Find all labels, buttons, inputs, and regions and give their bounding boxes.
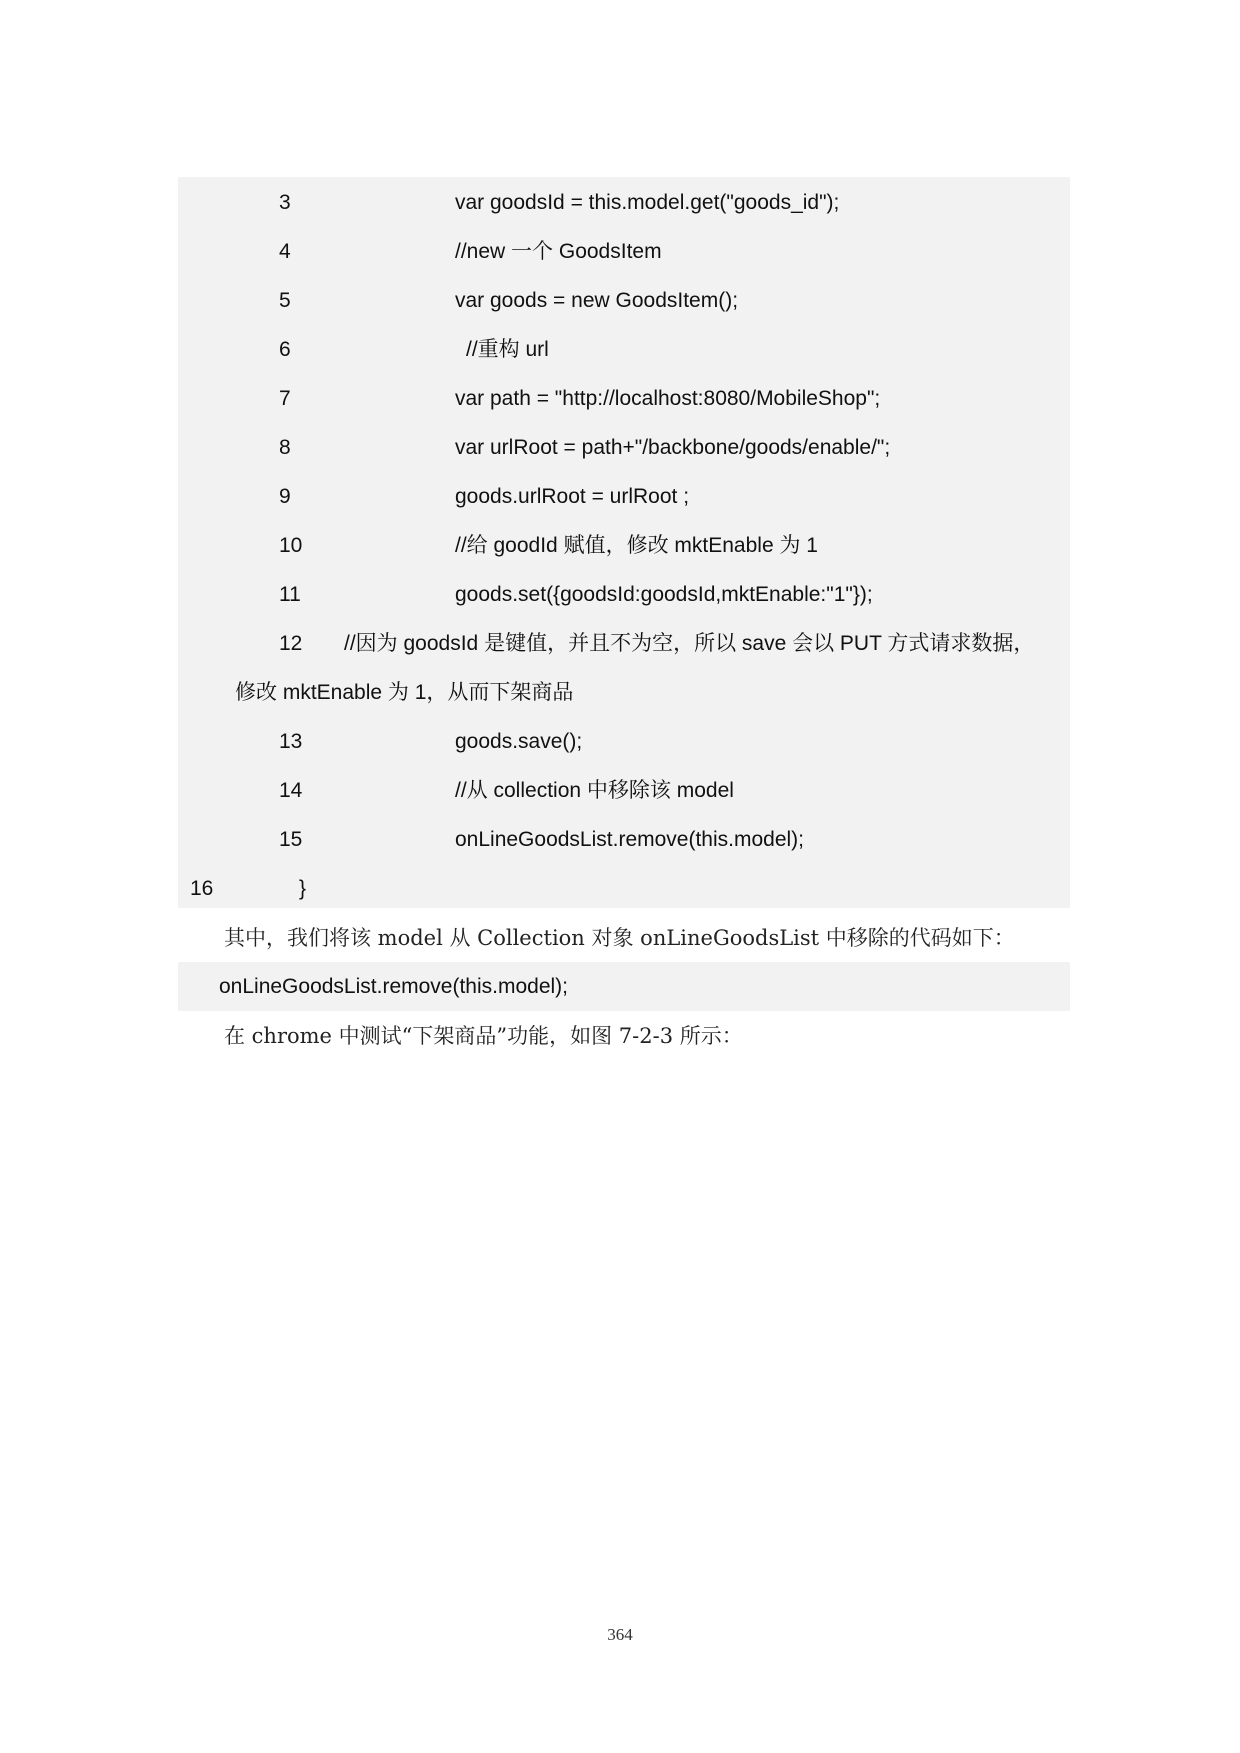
code-line: goods.save(); (455, 730, 583, 753)
line-number: 4 (279, 240, 291, 263)
page-number: 364 (607, 1625, 633, 1644)
line-number: 6 (279, 338, 291, 361)
line-number: 13 (279, 730, 303, 753)
line-number: 5 (279, 289, 291, 312)
code-line: } (299, 877, 307, 900)
body-paragraph: 在 chrome 中测试“下架商品”功能，如图 7-2-3 所示： (224, 1024, 743, 1048)
code-line: var goodsId = this.model.get("goods_id"); (455, 191, 840, 214)
line-number: 14 (279, 779, 303, 802)
code-line: var path = "http://localhost:8080/MobileShop"; (455, 387, 881, 410)
line-number: 11 (279, 583, 301, 606)
code-line: onLineGoodsList.remove(this.model); (455, 828, 805, 851)
line-number: 12 (279, 632, 303, 655)
code-line: //重构 url (466, 338, 549, 361)
code-line: //给 goodId 赋值，修改 mktEnable 为 1 (455, 534, 818, 557)
code-line: var urlRoot = path+"/backbone/goods/enable/"; (455, 436, 891, 459)
body-paragraph: 其中，我们将该 model 从 Collection 对象 onLineGoodsList 中移除的代码如下： (224, 926, 1015, 950)
line-number: 8 (279, 436, 291, 459)
line-number: 3 (279, 191, 291, 214)
line-number: 15 (279, 828, 303, 851)
code-line: goods.set({goodsId:goodsId,mktEnable:"1"}); (455, 583, 873, 606)
code-line: //从 collection 中移除该 model (455, 779, 734, 802)
code-snippet: onLineGoodsList.remove(this.model); (219, 975, 569, 998)
code-line: //new 一个 GoodsItem (455, 240, 662, 263)
line-number: 10 (279, 534, 303, 557)
line-number: 7 (279, 387, 291, 410)
code-line-continuation: 修改 mktEnable 为 1，从而下架商品 (235, 681, 574, 704)
line-number: 9 (279, 485, 291, 508)
code-line: //因为 goodsId 是键值，并且不为空，所以 save 会以 PUT 方式请求数据， (344, 632, 1035, 655)
code-line: var goods = new GoodsItem(); (455, 289, 739, 312)
line-number: 16 (190, 877, 214, 900)
code-line: goods.urlRoot = urlRoot ; (455, 485, 690, 508)
